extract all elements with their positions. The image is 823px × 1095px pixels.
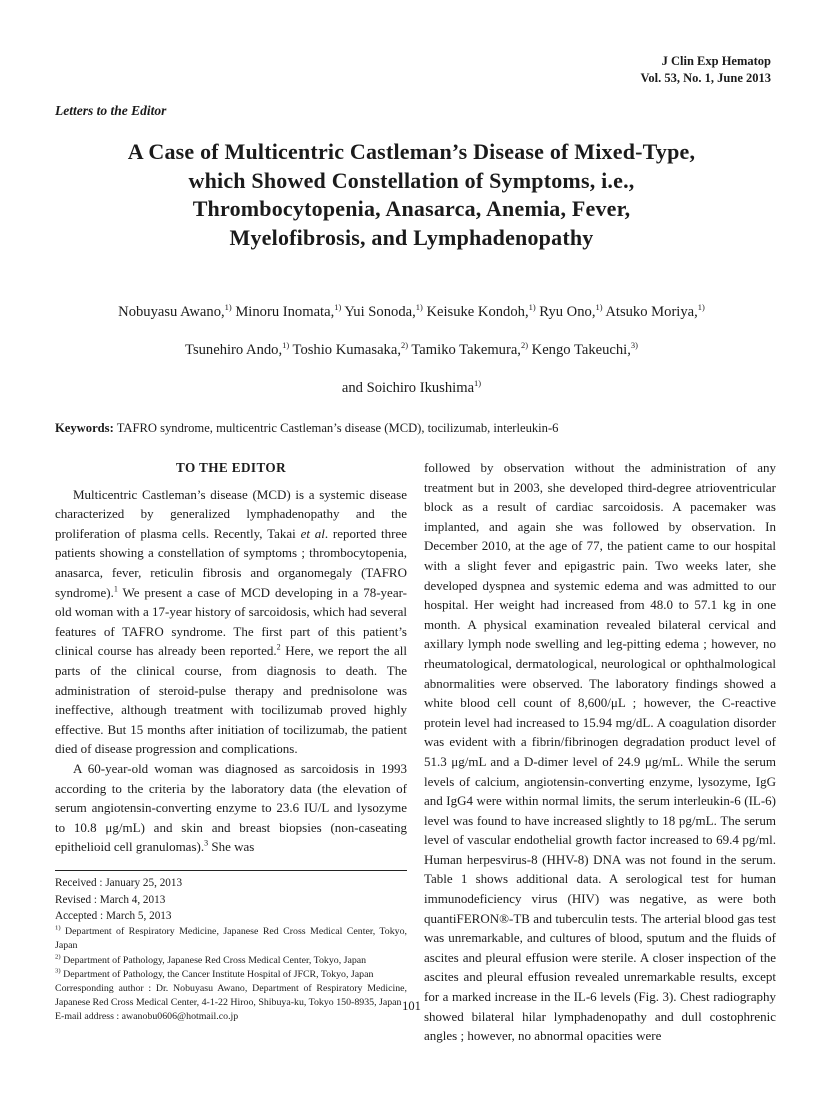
journal-header: [641, 53, 771, 87]
left-column: [55, 458, 407, 1046]
keywords-text: TAFRO syndrome, multicentric Castleman’s disease (MCD), tocilizumab, interleukin-6: [116, 421, 559, 435]
keywords-line: [55, 421, 775, 436]
paragraph-3: followed by observation without the administration of any treatment but in 2003, she developed third-degree atrioventricular block as a result of cardiac sarcoidosis. A pacemaker was implanted, and again she was followed by observation. In December 2010, at the age of 77, the patient came to our hospital with a slight fever and epigastric pain. Two weeks later, she developed dyspnea and systemic edema and was admitted to our hospital. Her weight had increased from 48.0 to 57.1 kg in one month. A physical examination revealed bilateral cervical and axillary lymph node swelling and leg-pitting edema ; however, no rheumatological, dermatological, neurological or ophthalmological abnormalities were observed. The laboratory findings showed a white blood cell count of 8,600/μL ; however, the C-reactive protein level had increased to 15.94 mg/dL. A coagulation disorder was evident with a fibrin/fibrinogen degradation product level of 51.3 μg/mL and a D-dimer level of 24.9 μg/mL. While the serum levels of calcium, angiotensin-converting enzyme, lysozyme, IgG and IgG4 were within normal limits, the serum interleukin-6 (IL-6) level was found to have increased slightly to 18 pg/mL. The serum level of vascular endothelial growth factor increased to 69.4 pg/ml. Human herpesvirus-8 (HHV-8) DNA was not found in the serum. Table 1 shows additional data. A serological test for human immunodeficiency virus (HIV) was negative, as were both quantiFERON®-TB and tuberculin tests. The arterial blood gas test was unremarkable, and cultures of blood, sputum and the fluids of ascites and pleural effusion were sterile. A closer inspection of the ascites and pleural effusion revealed unremarkable results, except for a marked increase in the IL-6 levels (Fig. 3). Chest radiography showed bilateral hilar lymphadenopathy and dull costophrenic angles ; however, no abnormal opacities were: [424, 460, 776, 1044]
article-title: A Case of Multicentric Castleman’s Disease of Mixed-Type, which Showed Constellation of Symptoms, i.e., Thrombocytopenia, Anasarca, Anemia, Fever, Myelofibrosis, and Lymphadenopathy: [127, 139, 696, 250]
journal-issue: Vol. 53, No. 1, June 2013: [640, 71, 771, 85]
author-list: Nobuyasu Awano,$^{1)}$ Minoru Inomata,$^{1)}$ Yui Sonoda,$^{1)}$ Keisuke Kondoh,$^{1)}$ Ryu Ono,$^{1)}$ Atsuko Moriya,$^{1)}$ Tsunehiro Ando,$^{1)}$ Toshio Kumasaka,$^{2)}$ Tamiko Takemura,$^{2)}$ Kengo Takeuchi,$^{3)}$ and Soichiro Ikushima$^{1)}$: [118, 302, 705, 396]
journal-name: J Clin Exp Hematop: [661, 54, 771, 68]
manuscript-history: Received : January 25, 2013 Revised : March 4, 2013 Accepted : March 5, 2013: [55, 876, 183, 923]
body-columns: [55, 458, 776, 1046]
paragraph-2: A 60-year-old woman was diagnosed as sarcoidosis in 1993 according to the criteria by the laboratory data (the elevation of serum angiotensin-converting enzyme to 23.6 IU/L and lysozyme to 10.8 μg/mL) and skin and breast biopsies (non-caseating epithelioid cell granulomas).$^3$ She was: [55, 760, 407, 855]
section-heading: TO THE EDITOR: [175, 460, 286, 475]
keywords-label: Keywords:: [55, 421, 114, 435]
paragraph-1: Multicentric Castleman’s disease (MCD) is a systemic disease characterized by generalized lymphadenopathy and the proliferation of plasma cells. Recently, Takai et al. reported three patients showing a constellation of symptoms ; thrombocytopenia, anasarca, fever, reticulin fibrosis and organomegaly (TAFRO syndrome).$^1$ We present a case of MCD developing in a 78-year-old woman with a 17-year history of sarcoidosis, which had several features of TAFRO syndrome. The first part of this patient’s clinical course has already been reported.$^2$ Here, we report the all parts of the clinical course, from diagnosis to death. The administration of steroid-pulse therapy and prednisolone was ineffective, although treatment with tocilizumab proved highly effective. But 15 months after initiation of tocilizumab, the patient died of disease progression and complications.: [55, 486, 407, 757]
page-number: 101: [402, 999, 421, 1013]
section-label: Letters to the Editor: [55, 103, 167, 118]
right-column: [424, 458, 776, 1046]
affiliation-notes: $^{1)}$ Department of Respiratory Medicine, Japanese Red Cross Medical Center, Tokyo, Japan $^{2)}$ Department of Pathology, Japanese Red Cross Medical Center, Tokyo, Japan $^{3)}$ Department of Pathology, the Cancer Institute Hospital of JFCR, Tokyo, Japan Corresponding author : Dr. Nobuyasu Awano, Department of Respiratory Medicine, Japanese Red Cross Medical Center, 4-1-22 Hiroo, Shibuya-ku, Tokyo 150-8935, Japan E-mail address : awanobu0606@hotmail.co.jp: [55, 924, 407, 1023]
footnote-divider: [55, 870, 407, 871]
